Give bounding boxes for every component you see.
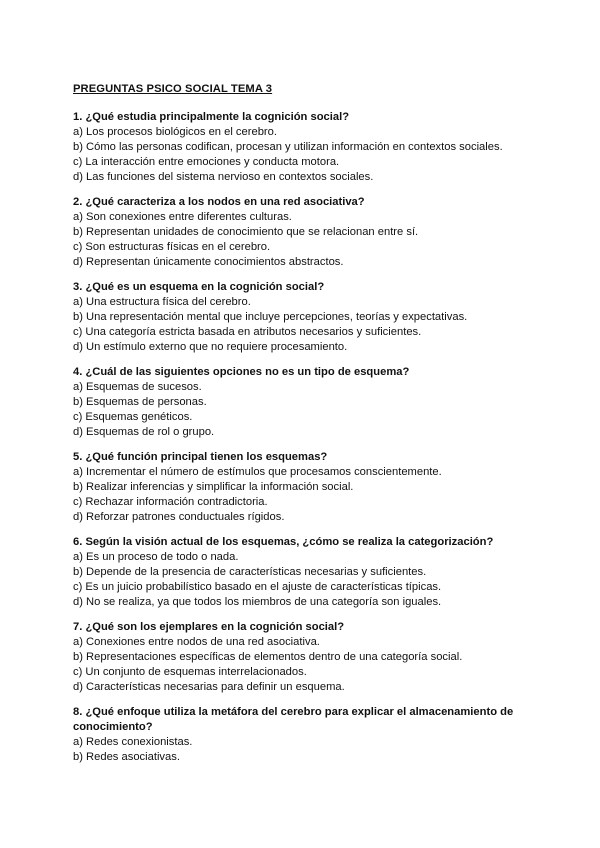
answer-option: c) Rechazar información contradictoria. (73, 496, 268, 508)
answer-option: b) Representaciones específicas de elementos dentro de una categoría social. (73, 651, 463, 663)
answer-option: a) Esquemas de sucesos. (73, 381, 202, 393)
question-text: 5. ¿Qué función principal tienen los esquemas? (73, 451, 328, 463)
question-text: 2. ¿Qué caracteriza a los nodos en una red asociativa? (73, 196, 365, 208)
answer-option: d) Representan únicamente conocimientos abstractos. (73, 256, 344, 268)
answer-option: c) Un conjunto de esquemas interrelacionados. (73, 666, 307, 678)
question-text: 6. Según la visión actual de los esquemas, ¿cómo se realiza la categorización? (73, 536, 494, 548)
question-1 (73, 110, 560, 185)
answer-option: b) Representan unidades de conocimiento que se relacionan entre sí. (73, 226, 419, 238)
answer-option: a) Los procesos biológicos en el cerebro. (73, 126, 277, 138)
answer-option: d) Las funciones del sistema nervioso en contextos sociales. (73, 171, 374, 183)
answer-option: d) Reforzar patrones conductuales rígidos. (73, 511, 285, 523)
answer-option: d) No se realiza, ya que todos los miembros de una categoría son iguales. (73, 596, 442, 608)
question-3 (73, 280, 560, 355)
question-6 (73, 535, 560, 610)
answer-option: c) Es un juicio probabilístico basado en el ajuste de características típicas. (73, 581, 442, 593)
answer-option: b) Cómo las personas codifican, procesan y utilizan información en contextos sociales. (73, 141, 503, 153)
question-2 (73, 195, 560, 270)
answer-option: b) Redes asociativas. (73, 751, 180, 763)
answer-option: a) Redes conexionistas. (73, 736, 193, 748)
answer-option: b) Realizar inferencias y simplificar la información social. (73, 481, 354, 493)
page-title: PREGUNTAS PSICO SOCIAL TEMA 3 (73, 83, 273, 95)
question-7 (73, 620, 560, 695)
answer-option: a) Conexiones entre nodos de una red asociativa. (73, 636, 320, 648)
question-5 (73, 450, 560, 525)
answer-option: c) La interacción entre emociones y conducta motora. (73, 156, 340, 168)
question-list (73, 110, 560, 765)
answer-option: d) Un estímulo externo que no requiere procesamiento. (73, 341, 348, 353)
question-text: 7. ¿Qué son los ejemplares en la cognición social? (73, 621, 345, 633)
answer-option: c) Una categoría estricta basada en atributos necesarios y suficientes. (73, 326, 422, 338)
answer-option: b) Una representación mental que incluye percepciones, teorías y expectativas. (73, 311, 468, 323)
answer-option: b) Esquemas de personas. (73, 396, 207, 408)
answer-option: b) Depende de la presencia de características necesarias y suficientes. (73, 566, 427, 578)
question-text: 8. ¿Qué enfoque utiliza la metáfora del cerebro para explicar el almacenamiento de conocimiento? (73, 706, 514, 733)
question-text: 3. ¿Qué es un esquema en la cognición social? (73, 281, 325, 293)
answer-option: d) Características necesarias para definir un esquema. (73, 681, 345, 693)
answer-option: c) Esquemas genéticos. (73, 411, 193, 423)
answer-option: a) Una estructura física del cerebro. (73, 296, 251, 308)
answer-option: a) Es un proceso de todo o nada. (73, 551, 239, 563)
answer-option: c) Son estructuras físicas en el cerebro. (73, 241, 271, 253)
question-text: 4. ¿Cuál de las siguientes opciones no es un tipo de esquema? (73, 366, 410, 378)
question-4 (73, 365, 560, 440)
answer-option: a) Incrementar el número de estímulos que procesamos conscientemente. (73, 466, 442, 478)
answer-option: d) Esquemas de rol o grupo. (73, 426, 215, 438)
question-8 (73, 705, 560, 765)
question-text: 1. ¿Qué estudia principalmente la cognición social? (73, 111, 350, 123)
answer-option: a) Son conexiones entre diferentes culturas. (73, 211, 292, 223)
